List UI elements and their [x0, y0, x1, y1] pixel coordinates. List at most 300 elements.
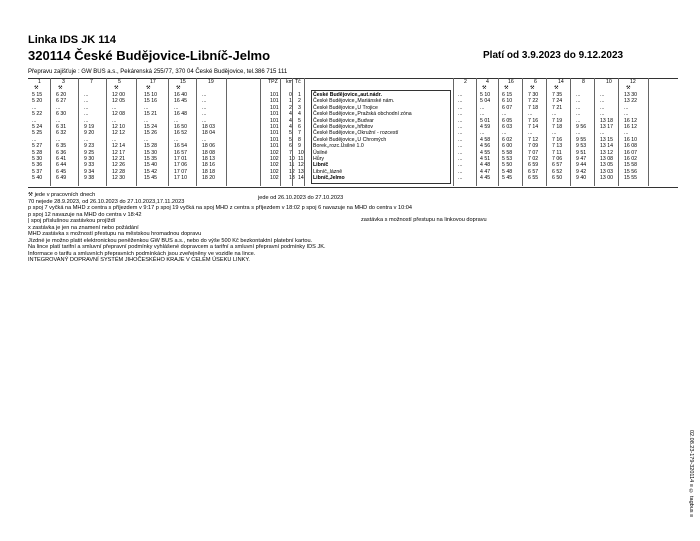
stop-name: Hůry	[313, 156, 324, 162]
km-value: 13	[289, 175, 295, 182]
tc-value: 9	[298, 143, 301, 150]
departure-time: ...	[112, 117, 117, 124]
departure-time: 6 05	[502, 117, 513, 124]
departure-time: 5 40	[32, 175, 43, 182]
departure-time: 6 59	[528, 162, 539, 169]
departure-time: 6 07	[502, 104, 513, 111]
departure-time: 6 02	[502, 136, 513, 143]
departure-time: 7 13	[552, 143, 563, 150]
departure-time: 4 56	[480, 143, 491, 150]
departure-time: 9 44	[576, 162, 587, 169]
km-header: km	[286, 79, 293, 85]
departure-time: 5 01	[480, 117, 491, 124]
departure-time: 5 28	[32, 149, 43, 156]
column-divider	[304, 78, 305, 186]
departure-time: 7 06	[552, 156, 563, 162]
departure-time: 4 47	[480, 168, 491, 175]
tpz-value: 102	[270, 175, 279, 182]
departure-time: 13 08	[600, 156, 613, 162]
timetable	[28, 78, 678, 186]
departure-time: 9 23	[84, 143, 95, 150]
column-divider	[618, 78, 619, 186]
departure-time: ...	[174, 104, 179, 111]
departure-time: 6 20	[56, 92, 67, 98]
departure-time: 12 14	[112, 143, 125, 150]
legend-line: Jízdné je možno platit elektronickou peněženkou GW BUS a.s., nebo do výše 500 Kč bezkontaktní platební kartou.	[28, 237, 313, 244]
tpz-value: 102	[270, 156, 279, 162]
column-divider	[546, 78, 547, 186]
route-title: 320114 České Budějovice-Libníč-Jelmo	[28, 48, 271, 63]
departure-time: 6 50	[552, 175, 563, 182]
departure-time: 5 25	[32, 130, 43, 137]
tc-header: Tč	[295, 79, 301, 85]
departure-time: 9 55	[576, 136, 587, 143]
departure-time: 17 01	[174, 156, 187, 162]
departure-time: 9 51	[576, 149, 587, 156]
departure-time: 16 54	[174, 143, 187, 150]
stop-name: České Budějovice,,Budvar	[313, 117, 374, 124]
departure-time: ...	[112, 104, 117, 111]
departure-time: ...	[112, 136, 117, 143]
departure-time: 12 10	[112, 124, 125, 130]
trip-number: 4	[486, 79, 489, 85]
departure-time: ...	[144, 117, 149, 124]
departure-time: ...	[458, 117, 463, 124]
departure-time: ...	[32, 117, 37, 124]
departure-time: 17 10	[174, 175, 187, 182]
departure-time: 5 30	[32, 156, 43, 162]
departure-time: 4 51	[480, 156, 491, 162]
tpz-value: 101	[270, 130, 279, 137]
departure-time: ...	[458, 162, 463, 169]
departure-time: ...	[624, 130, 629, 137]
departure-time: ...	[480, 111, 485, 118]
departure-time: 16 52	[174, 130, 187, 137]
column-divider	[196, 78, 197, 186]
departure-time: 4 45	[480, 175, 491, 182]
departure-time: 12 17	[112, 149, 125, 156]
column-divider	[594, 78, 595, 186]
departure-time: ...	[600, 130, 605, 137]
tc-value: 14	[298, 175, 304, 182]
departure-time: 13 30	[624, 92, 637, 98]
departure-time: 17 06	[174, 162, 187, 169]
column-divider	[226, 78, 227, 186]
departure-time: 16 08	[624, 143, 637, 150]
stop-name: České Budějovice,,U Trojice	[313, 104, 378, 111]
departure-time: ...	[576, 98, 581, 105]
legend-line: | spoj příslušnou zastávkou projíždí	[28, 218, 116, 224]
departure-time: 18 18	[202, 168, 215, 175]
departure-time: ...	[600, 98, 605, 105]
tc-value: 5	[298, 117, 301, 124]
departure-time: 18 03	[202, 124, 215, 130]
column-divider	[78, 78, 79, 186]
departure-time: 15 26	[144, 130, 157, 137]
column-divider	[280, 78, 281, 186]
departure-time: 13 17	[600, 124, 613, 130]
departure-time: 5 45	[502, 175, 513, 182]
departure-time: 13 05	[600, 162, 613, 169]
departure-time: ...	[84, 111, 89, 118]
departure-time: ...	[458, 111, 463, 118]
departure-time: 6 57	[528, 168, 539, 175]
tpz-value: 102	[270, 149, 279, 156]
km-value: 10	[289, 156, 295, 162]
departure-time: ...	[502, 111, 507, 118]
departure-time: ...	[202, 104, 207, 111]
tc-value: 7	[298, 130, 301, 137]
legend-60-note: jede od 26.10.2023 do 27.10.2023	[258, 195, 344, 201]
departure-time: 12 00	[112, 92, 125, 98]
departure-time: 5 36	[32, 162, 43, 169]
departure-time: 15 30	[144, 149, 157, 156]
departure-time: 15 42	[144, 168, 157, 175]
tpz-value: 101	[270, 136, 279, 143]
departure-time: 5 53	[502, 156, 513, 162]
departure-time: 4 59	[480, 124, 491, 130]
tpz-value: 101	[270, 124, 279, 130]
departure-time: ...	[458, 92, 463, 98]
km-value: 2	[289, 104, 292, 111]
departure-time: ...	[624, 104, 629, 111]
departure-time: 16 07	[624, 149, 637, 156]
departure-time: 6 55	[528, 175, 539, 182]
departure-time: 6 57	[552, 162, 563, 169]
km-value: 6	[289, 143, 292, 150]
departure-time: 18 20	[202, 175, 215, 182]
column-divider	[522, 78, 523, 186]
departure-time: 12 21	[112, 156, 125, 162]
departure-time: 13 00	[600, 175, 613, 182]
column-divider	[570, 78, 571, 186]
departure-time: ...	[144, 136, 149, 143]
departure-time: 18 16	[202, 162, 215, 169]
departure-time: 4 55	[480, 149, 491, 156]
departure-time: 15 55	[624, 175, 637, 182]
legend-line: 70 nejede 28.9.2023, od 26.10.2023 do 27.10.2023,17.11.2023	[28, 198, 185, 205]
column-divider	[260, 78, 261, 186]
departure-time: 5 50	[502, 162, 513, 169]
departure-time: 5 22	[32, 111, 43, 118]
departure-time: ...	[202, 117, 207, 124]
workday-icon: ⚒	[554, 85, 559, 91]
workday-icon: ⚒	[58, 85, 63, 91]
legend-line: INTEGROVANÝ DOPRAVNÍ SYSTÉM JIHOČESKÉHO KRAJE V CELÉM ÚSEKU LINKY.	[28, 257, 250, 263]
departure-time: 16 48	[174, 111, 187, 118]
departure-time: 15 35	[144, 156, 157, 162]
departure-time: ...	[56, 117, 61, 124]
departure-time: 15 45	[144, 175, 157, 182]
trip-number: 16	[508, 79, 514, 85]
legend-line: ⚒ jede v pracovních dnech	[28, 192, 96, 198]
workday-icon: ⚒	[146, 85, 151, 91]
departure-time: 7 16	[552, 136, 563, 143]
departure-time: 17 07	[174, 168, 187, 175]
trip-number: 7	[90, 79, 93, 85]
column-divider	[50, 78, 51, 186]
departure-time: ...	[576, 130, 581, 137]
departure-time: 9 38	[84, 175, 95, 182]
departure-time: 13 12	[600, 149, 613, 156]
km-value: 4	[289, 117, 292, 124]
departure-time: 18 08	[202, 149, 215, 156]
departure-time: 12 05	[112, 98, 125, 105]
trip-number: 3	[62, 79, 65, 85]
departure-time: 12 30	[112, 175, 125, 182]
workday-icon: ⚒	[530, 85, 535, 91]
departure-time: ...	[458, 143, 463, 150]
workday-icon: ⚒	[504, 85, 509, 91]
validity-period: Platí od 3.9.2023 do 9.12.2023	[483, 50, 624, 61]
workday-icon: ⚒	[34, 85, 39, 91]
departure-time: 15 24	[144, 124, 157, 130]
tpz-value: 101	[270, 111, 279, 118]
departure-time: 16 10	[624, 136, 637, 143]
departure-time: 9 56	[576, 124, 587, 130]
departure-time: ...	[552, 111, 557, 118]
departure-time: 12 28	[112, 168, 125, 175]
column-divider	[106, 78, 107, 186]
departure-time: 6 45	[56, 168, 67, 175]
departure-time: ...	[458, 98, 463, 105]
departure-time: ...	[502, 130, 507, 137]
workday-icon: ⚒	[176, 85, 181, 91]
departure-time: 16 45	[174, 98, 187, 105]
departure-time: 7 07	[528, 149, 539, 156]
departure-time: 6 03	[502, 124, 513, 130]
departure-time: ...	[458, 149, 463, 156]
departure-time: ...	[576, 111, 581, 118]
stop-name: Libníč	[313, 162, 329, 169]
trip-number: 12	[630, 79, 636, 85]
departure-time: ...	[458, 104, 463, 111]
departure-time: ...	[202, 92, 207, 98]
departure-time: 6 31	[56, 124, 67, 130]
trip-number: 10	[606, 79, 612, 85]
column-divider	[453, 78, 454, 186]
departure-time: 7 24	[552, 98, 563, 105]
departure-time: 9 25	[84, 149, 95, 156]
departure-time: ...	[458, 175, 463, 182]
departure-time: 7 18	[528, 104, 539, 111]
departure-time: 6 49	[56, 175, 67, 182]
column-divider	[168, 78, 169, 186]
departure-time: ...	[480, 130, 485, 137]
departure-time: ...	[202, 98, 207, 105]
workday-icon: ⚒	[114, 85, 119, 91]
km-value: 4	[289, 124, 292, 130]
legend-line: MHD zastávka s možností přestupu na městskou hromadnou dopravu	[28, 231, 202, 237]
tpz-value: 102	[270, 162, 279, 169]
departure-time: 6 36	[56, 149, 67, 156]
departure-time: 16 12	[624, 117, 637, 124]
tc-value: 1	[298, 92, 301, 98]
stop-name: Libníč,Jelmo	[313, 175, 345, 182]
tpz-value: 101	[270, 92, 279, 98]
column-divider	[648, 78, 649, 186]
tc-value: 2	[298, 98, 301, 105]
km-value: 1	[289, 98, 292, 105]
departure-time: 12 26	[112, 162, 125, 169]
departure-time: 12 08	[112, 111, 125, 118]
km-value: 12	[289, 168, 295, 175]
departure-time: 9 30	[84, 156, 95, 162]
departure-time: ...	[458, 136, 463, 143]
departure-time: 9 53	[576, 143, 587, 150]
departure-time: 7 09	[528, 143, 539, 150]
departure-time: 6 35	[56, 143, 67, 150]
departure-time: 16 57	[174, 149, 187, 156]
departure-time: 15 56	[624, 168, 637, 175]
departure-time: 16 50	[174, 124, 187, 130]
departure-time: 15 10	[144, 92, 157, 98]
stop-frame	[311, 90, 451, 184]
departure-time: ...	[624, 111, 629, 118]
column-divider	[476, 78, 477, 186]
stop-name: České Budějovice,,U Chromých	[313, 136, 387, 143]
departure-time: 13 15	[600, 136, 613, 143]
departure-time: 5 15	[32, 92, 43, 98]
departure-time: ...	[600, 104, 605, 111]
departure-time: 6 10	[502, 98, 513, 105]
departure-time: 6 44	[56, 162, 67, 169]
departure-time: 7 14	[528, 124, 539, 130]
departure-time: ...	[56, 136, 61, 143]
stop-name: České Budějovice,,Mariánské nám.	[313, 98, 395, 105]
departure-time: 7 35	[552, 92, 563, 98]
tc-value: 13	[298, 168, 304, 175]
departure-time: 5 48	[502, 168, 513, 175]
operator-info: Přepravu zajišťuje : GW BUS a.s., Pekárenská 255/77, 370 04 České Budějovice, tel.386 715 111	[28, 69, 288, 75]
departure-time: 5 20	[32, 98, 43, 105]
departure-time: 7 22	[528, 98, 539, 105]
departure-time: ...	[458, 168, 463, 175]
km-value: 11	[289, 162, 295, 169]
tpz-value: 101	[270, 98, 279, 105]
legend-interchange-note: zastávka s možností přestupu na linkovou dopravu	[361, 217, 487, 223]
departure-time: ...	[600, 111, 605, 118]
departure-time: 13 18	[600, 117, 613, 124]
km-value: 0	[289, 92, 292, 98]
trip-number: 2	[464, 79, 467, 85]
footer-code: 02.08.23-179-320114 ≡ © tagbus ≡	[688, 430, 694, 518]
trip-number: 6	[534, 79, 537, 85]
tpz-value: 102	[270, 168, 279, 175]
departure-time: 6 41	[56, 156, 67, 162]
departure-time: 9 47	[576, 156, 587, 162]
departure-time: 9 19	[84, 124, 95, 130]
departure-time: 15 28	[144, 143, 157, 150]
departure-time: ...	[458, 156, 463, 162]
km-value: 4	[289, 111, 292, 118]
departure-time: ...	[174, 117, 179, 124]
departure-time: ...	[174, 136, 179, 143]
departure-time: ...	[84, 136, 89, 143]
departure-time: 13 03	[600, 168, 613, 175]
departure-time: ...	[458, 130, 463, 137]
departure-time: ...	[202, 136, 207, 143]
legend-line: x zastávka je jen na znamení nebo požádání	[28, 224, 139, 231]
departure-time: 4 48	[480, 162, 491, 169]
trip-number: 17	[150, 79, 156, 85]
column-divider	[136, 78, 137, 186]
departure-time: ...	[576, 117, 581, 124]
stop-name: České Budějovice,,aut.nádr.	[313, 92, 382, 98]
departure-time: 7 18	[552, 124, 563, 130]
departure-time: 7 12	[528, 136, 539, 143]
tc-value: 10	[298, 149, 304, 156]
stop-name: České Budějovice,,Pražská obchodní zóna	[313, 111, 412, 118]
stop-name: Borek,,rozc.Úsilné 1.0	[313, 143, 364, 150]
legend-line: Na lince platí tarifní a smluvní přepravní podmínky vyhlášené dopravcem a tarifní a smluvní přepravní podmínky IDS JK.	[28, 244, 326, 250]
departure-time: 18 13	[202, 156, 215, 162]
departure-time: 6 27	[56, 98, 67, 105]
departure-time: 6 15	[502, 92, 513, 98]
tpz-value: 101	[270, 104, 279, 111]
departure-time: 16 40	[174, 92, 187, 98]
legend-line: p spoj 12 navazuje na MHD do centra v 18:42	[28, 211, 142, 218]
tc-value: 3	[298, 104, 301, 111]
departure-time: 6 52	[552, 168, 563, 175]
departure-time: 9 40	[576, 175, 587, 182]
stop-name: Úsilné	[313, 149, 328, 156]
departure-time: 4 58	[480, 136, 491, 143]
departure-time: 15 40	[144, 162, 157, 169]
km-value: 5	[289, 136, 292, 143]
tc-value: 6	[298, 124, 301, 130]
departure-time: 5 24	[32, 124, 43, 130]
departure-time: ...	[480, 104, 485, 111]
departure-time: 7 11	[552, 149, 562, 156]
departure-time: 15 58	[624, 162, 637, 169]
departure-time: 9 20	[84, 130, 95, 137]
departure-time: 7 30	[528, 92, 539, 98]
departure-time: 6 30	[56, 111, 67, 118]
departure-time: 5 27	[32, 143, 43, 150]
departure-time: ...	[32, 104, 37, 111]
departure-time: 16 12	[624, 124, 637, 130]
line-number: Linka IDS JK 114	[28, 34, 117, 46]
departure-time: ...	[552, 130, 557, 137]
stop-name: Libníč,,lázně	[313, 168, 343, 175]
departure-time: 15 16	[144, 98, 157, 105]
legend-line: p spoj 7 vyčká na MHD z centra s příjezdem v 9:17 p spoj 19 vyčká na spoj MHD z centra s příjezdem v 18:02 p spoj 6 navazuje na MHD do centra v 10:04	[28, 205, 412, 211]
departure-time: 6 00	[502, 143, 513, 150]
departure-time: 5 37	[32, 168, 43, 175]
tc-value: 11	[298, 156, 304, 162]
trip-number: 5	[118, 79, 121, 85]
departure-time: ...	[528, 130, 533, 137]
departure-time: 7 02	[528, 156, 539, 162]
departure-time: ...	[202, 111, 207, 118]
stop-name: České Budějovice,,hřbitov	[313, 124, 373, 130]
departure-time: 13 22	[624, 98, 637, 105]
departure-time: ...	[528, 111, 533, 118]
departure-time: 7 16	[528, 117, 539, 124]
tpz-value: 101	[270, 143, 279, 150]
departure-time: 15 21	[144, 111, 157, 118]
column-divider	[498, 78, 499, 186]
departure-time: ...	[144, 104, 149, 111]
departure-time: 12 12	[112, 130, 125, 137]
trip-number: 14	[558, 79, 564, 85]
departure-time: ...	[576, 92, 581, 98]
legend-line: Informace o tarifu a smluvních přepravních podmínkách jsou zveřejněny ve vozidle na lince.	[28, 250, 256, 257]
departure-time: ...	[458, 124, 463, 130]
departure-time: ...	[576, 104, 581, 111]
departure-time: 18 06	[202, 143, 215, 150]
